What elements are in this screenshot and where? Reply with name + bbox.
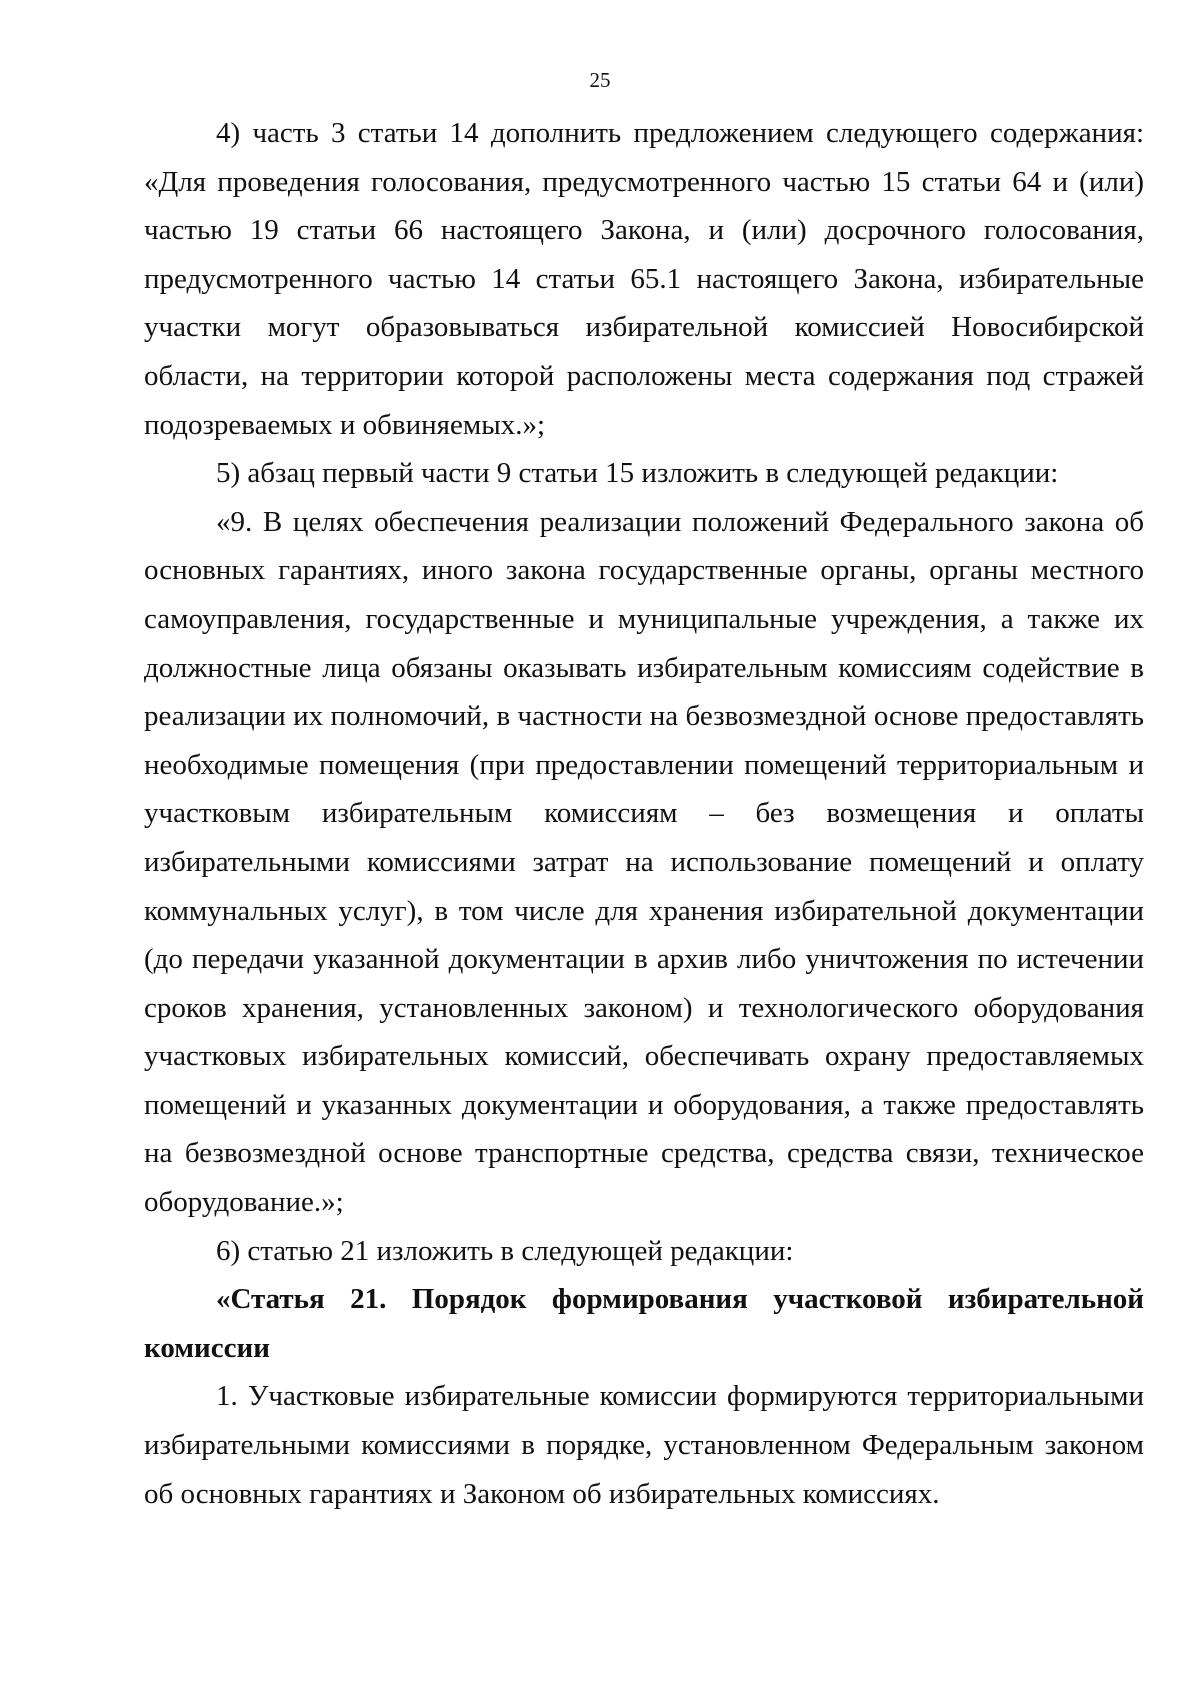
paragraph-amendment-4: 4) часть 3 статьи 14 дополнить предложением следующего содержания: «Для проведения голосования, предусмотренного частью 15 статьи 64 и (или) частью 19 статьи 66 настоящего Закона, и (или) досрочного голосования, предусмотренного частью 14 статьи 65.1 настоящего Закона, избирательные участки могут образовываться избирательной комиссией Новосибирской области, на территории которой расположены места содержания под стражей подозреваемых и обвиняемых.»; (144, 117, 1144, 441)
document-body (144, 109, 1144, 1518)
page-number: 25 (589, 68, 611, 92)
paragraph-article-21-part-1: 1. Участковые избирательные комиссии формируются территориальными избирательными комиссиями в порядке, установленном Федеральным законом об основных гарантиях и Законом об избирательных комиссиях. (144, 1380, 1144, 1510)
paragraph-amendment-6: 6) статью 21 изложить в следующей редакции: (216, 1234, 794, 1267)
article-21-heading: «Статья 21. Порядок формирования участковой избирательной комиссии (144, 1283, 1144, 1364)
paragraph-amendment-5: 5) абзац первый части 9 статьи 15 изложить в следующей редакции: (216, 457, 1059, 490)
paragraph-article-15-part-9: «9. В целях обеспечения реализации положений Федерального закона об основных гарантиях, иного закона государственные органы, органы местного самоуправления, государственные и муниципальные учреждения, а также их должностные лица обязаны оказывать избирательным комиссиям содействие в реализации их полномочий, в частности на безвозмездной основе предоставлять необходимые помещения (при предоставлении помещений территориальным и участковым избирательным комиссиям – без возмещения и оплаты избирательными комиссиями затрат на использование помещений и оплату коммунальных услуг), в том числе для хранения избирательной документации (до передачи указанной документации в архив либо уничтожения по истечении сроков хранения, установленных законом) и технологического оборудования участковых избирательных комиссий, обеспечивать охрану предоставляемых помещений и указанных документации и оборудования, а также предоставлять на безвозмездной основе транспортные средства, средства связи, техническое оборудование.»; (144, 505, 1144, 1219)
